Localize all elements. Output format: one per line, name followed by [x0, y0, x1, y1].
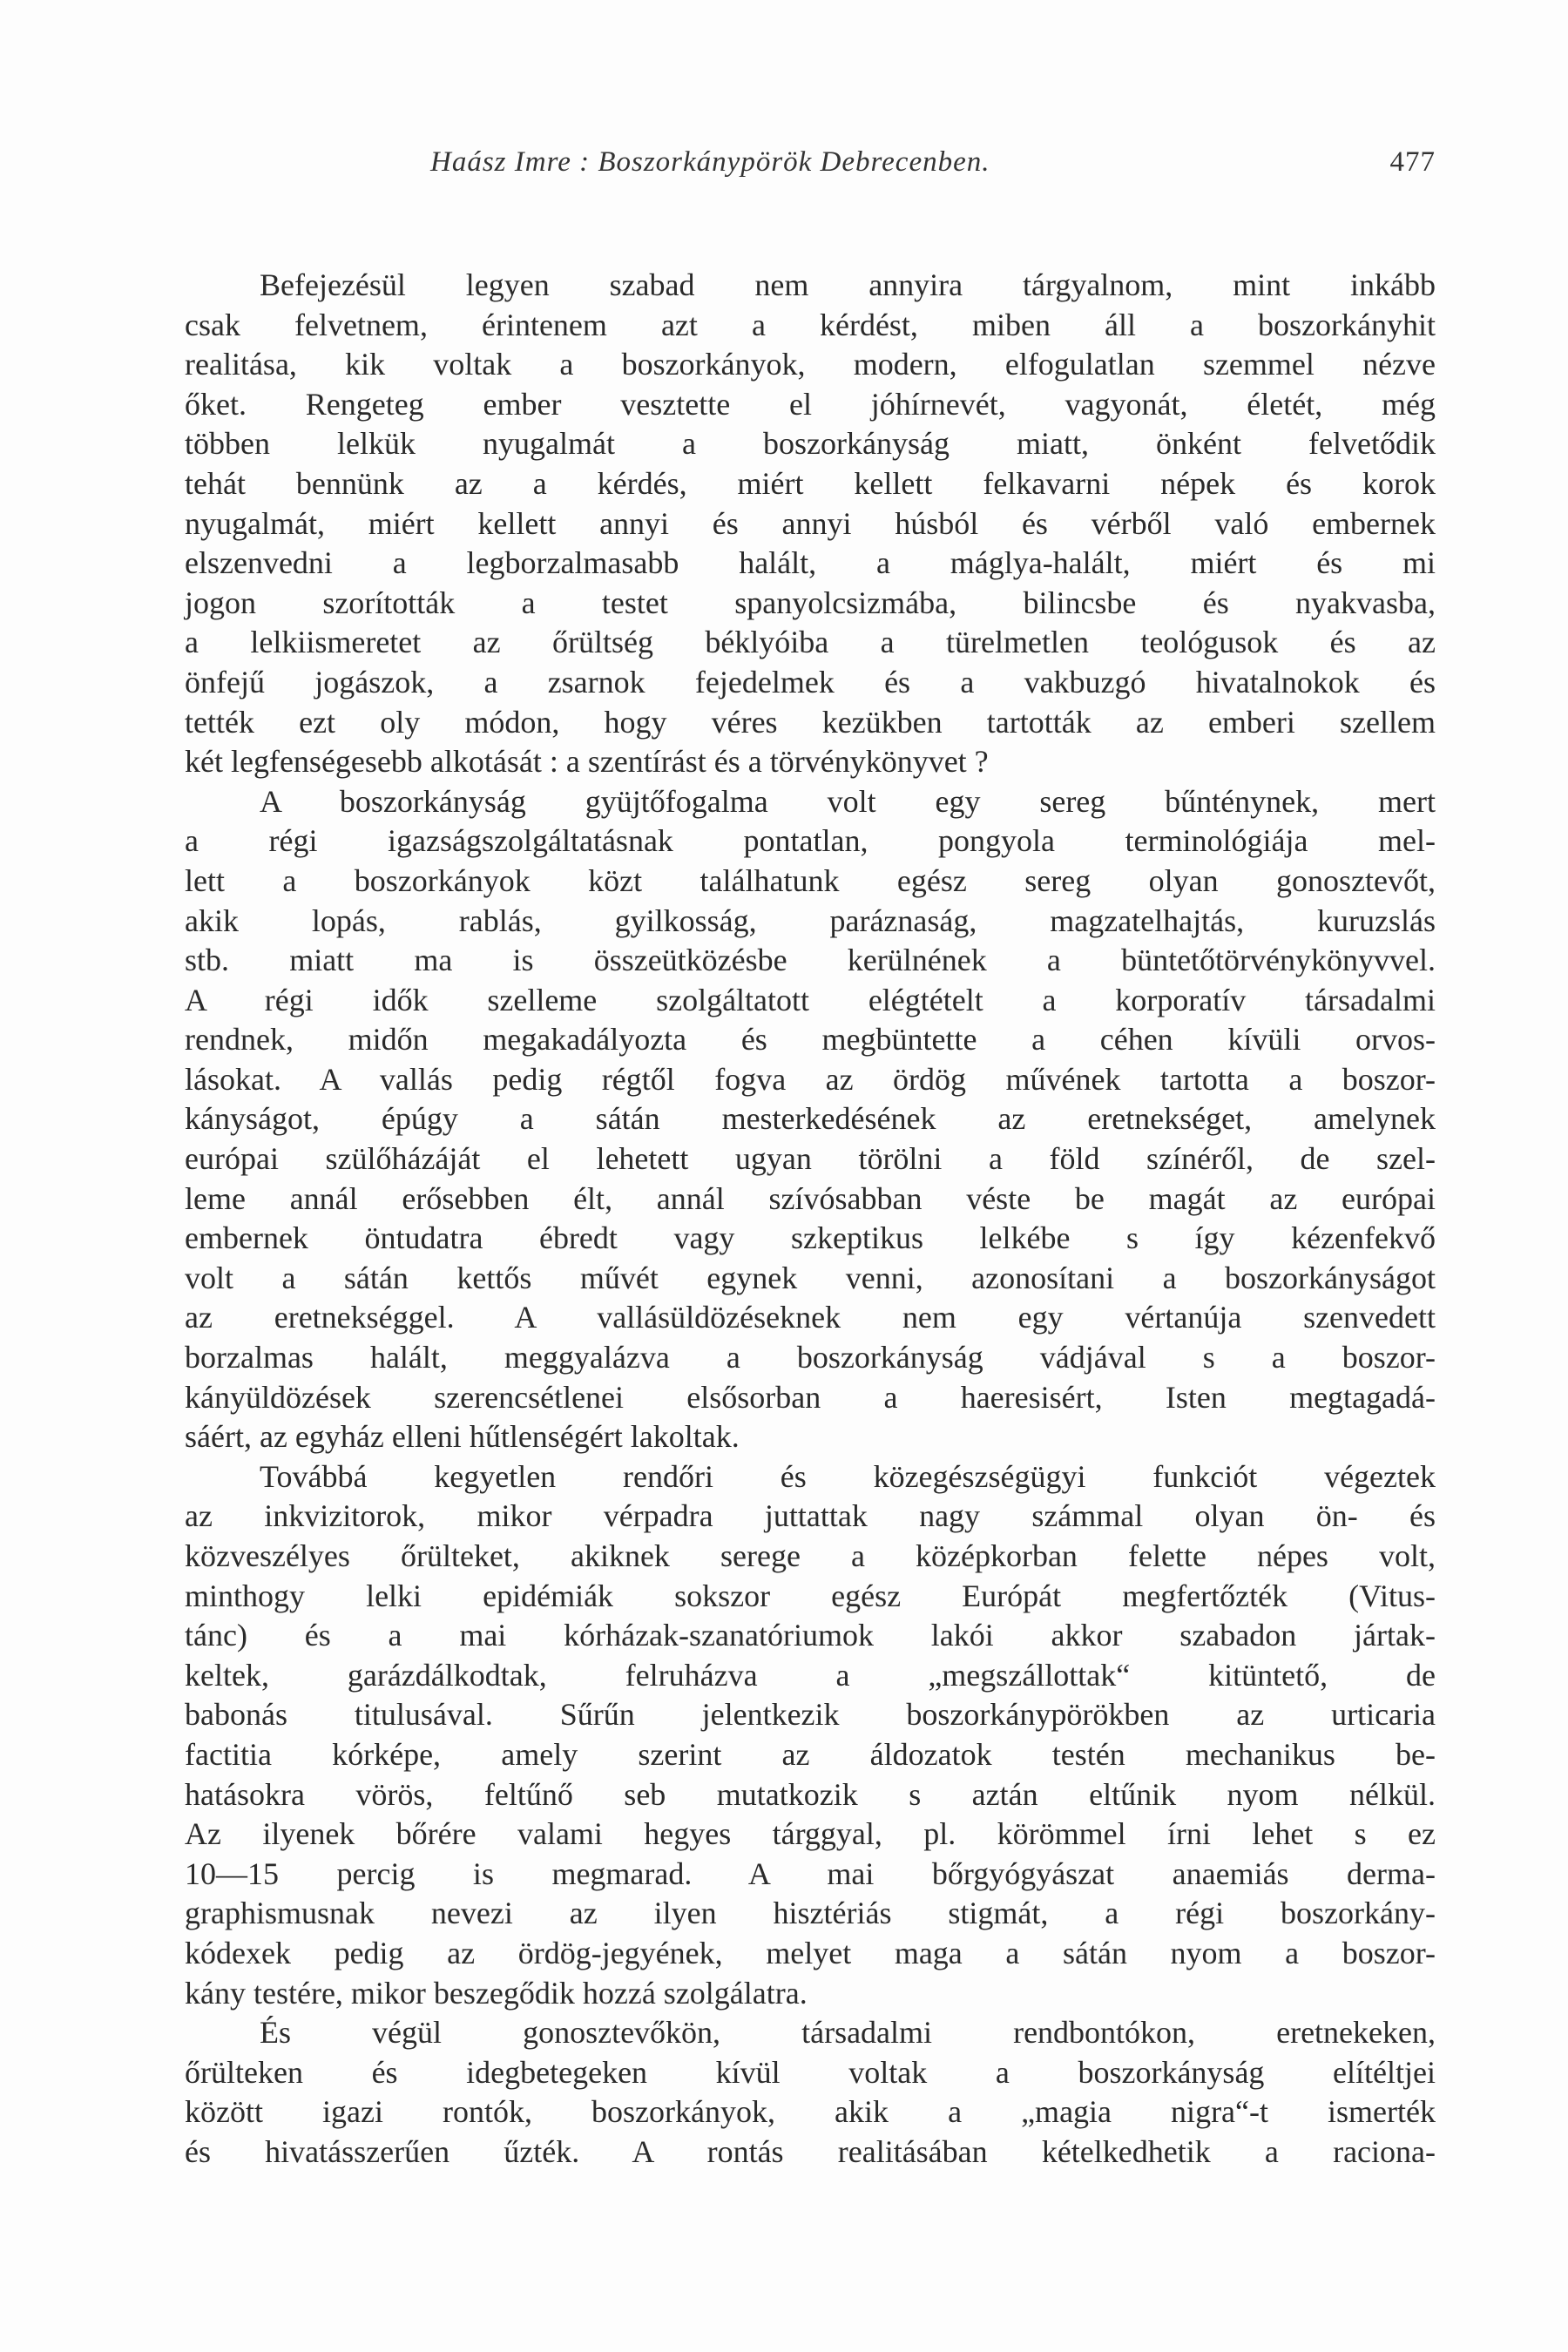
text-line: És végül gonosztevőkön, társadalmi rendbontókon, eretnekeken, — [260, 2015, 1436, 2051]
text-line: önfejű jogászok, a zsarnok fejedelmek és a vakbuzgó hivatalnokok és — [185, 664, 1436, 700]
text-line: kódexek pedig az ördög-jegyének, melyet maga a sátán nyom a boszor- — [185, 1935, 1436, 1970]
text-line: graphismusnak nevezi az ilyen hisztériás stigmát, a régi boszorkány- — [185, 1896, 1436, 1931]
text-line: őket. Rengeteg ember vesztette el jóhírnevét, vagyonát, életét, még — [185, 386, 1436, 422]
text-line: kány testére, mikor beszegődik hozzá szolgálatra. — [185, 1975, 808, 2011]
text-line: csak felvetnem, érintenem azt a kérdést, miben áll a boszorkányhit — [185, 307, 1436, 342]
text-line: Befejezésül legyen szabad nem annyira tárgyalnom, mint inkább — [260, 267, 1436, 302]
text-line: minthogy lelki epidémiák sokszor egész Európát megfertőzték (Vitus- — [185, 1578, 1436, 1613]
text-line: A boszorkányság gyüjtőfogalma volt egy sereg bűnténynek, mert — [260, 783, 1436, 819]
text-line: és hivatásszerűen űzték. A rontás realitásában kételkedhetik a raciona- — [185, 2133, 1436, 2169]
text-line: őrülteken és idegbetegeken kívül voltak a boszorkányság elítéltjei — [185, 2054, 1436, 2090]
text-line: hatásokra vörös, feltűnő seb mutatkozik s aztán eltűnik nyom nélkül. — [185, 1776, 1436, 1812]
text-line: leme annál erősebben élt, annál szívósabban véste be magát az európai — [185, 1180, 1436, 1216]
text-line: babonás titulusával. Sűrűn jelentkezik boszorkánypörökben az urticaria — [185, 1697, 1436, 1733]
text-line: a régi igazságszolgáltatásnak pontatlan, pongyola terminológiája mel- — [185, 823, 1436, 859]
text-line: kányüldözések szerencsétlenei elsősorban a haeresisért, Isten megtagadá- — [185, 1379, 1436, 1415]
text-line: között igazi rontók, boszorkányok, akik a „magia nigra“-t ismerték — [185, 2094, 1436, 2130]
text-line: A régi idők szelleme szolgáltatott elégtételt a korporatív társadalmi — [185, 982, 1436, 1017]
text-line: stb. miatt ma is összeütközésbe kerülnének a büntetőtörvénykönyvvel. — [185, 943, 1436, 978]
text-line: Az ilyenek bőrére valami hegyes tárggyal, pl. körömmel írni lehet s ez — [185, 1816, 1436, 1852]
text-line: az eretnekséggel. A vallásüldözéseknek nem egy vértanúja szenvedett — [185, 1300, 1436, 1335]
text-line: elszenvedni a legborzalmasabb halált, a máglya-halált, miért és mi — [185, 545, 1436, 581]
text-line: tehát bennünk az a kérdés, miért kellett felkavarni népek és korok — [185, 465, 1436, 501]
text-line: tették ezt oly módon, hogy véres kezükben tartották az emberi szellem — [185, 704, 1436, 740]
text-line: tánc) és a mai kórházak-szanatóriumok lakói akkor szabadon jártak- — [185, 1618, 1436, 1653]
body-text — [185, 266, 1436, 2173]
text-line: akik lopás, rablás, gyilkosság, paráznaság, magzatelhajtás, kuruzslás — [185, 902, 1436, 938]
text-line: borzalmas halált, meggyalázva a boszorkányság vádjával s a boszor- — [185, 1340, 1436, 1375]
text-line: volt a sátán kettős művét egynek venni, azonosítani a boszorkányságot — [185, 1260, 1436, 1295]
text-line: embernek öntudatra ébredt vagy szkeptikus lelkébe s így kézenfekvő — [185, 1220, 1436, 1256]
text-line: nyugalmát, miért kellett annyi és annyi húsból és vérből való embernek — [185, 505, 1436, 541]
text-line: lásokat. A vallás pedig régtől fogva az ördög művének tartotta a boszor- — [185, 1061, 1436, 1097]
running-head-title: Haász Imre : Boszorkánypörök Debrecenben. — [430, 146, 990, 178]
running-head — [185, 146, 1436, 190]
text-line: az inkvizitorok, mikor vérpadra juttattak nagy számmal olyan ön- és — [185, 1498, 1436, 1534]
text-line: két legfenségesebb alkotását : a szentírást és a törvénykönyvet ? — [185, 744, 989, 780]
text-line: realitása, kik voltak a boszorkányok, modern, elfogulatlan szemmel nézve — [185, 347, 1436, 382]
text-line: Továbbá kegyetlen rendőri és közegészségügyi funkciót végeztek — [260, 1458, 1436, 1494]
text-line: jogon szorították a testet spanyolcsizmába, bilincsbe és nyakvasba, — [185, 585, 1436, 620]
text-line: európai szülőházáját el lehetett ugyan törölni a föld színéről, de szel- — [185, 1141, 1436, 1177]
text-line: sáért, az egyház elleni hűtlenségért lakoltak. — [185, 1419, 740, 1455]
page-number: 477 — [1389, 146, 1436, 178]
text-line: rendnek, midőn megakadályozta és megbüntette a céhen kívüli orvos- — [185, 1022, 1436, 1058]
text-line: a lelkiismeretet az őrültség béklyóiba a türelmetlen teológusok és az — [185, 625, 1436, 660]
text-line: többen lelkük nyugalmát a boszorkányság miatt, önként felvetődik — [185, 426, 1436, 462]
text-line: 10—15 percig is megmarad. A mai bőrgyógyászat anaemiás derma- — [185, 1855, 1436, 1891]
text-line: factitia kórképe, amely szerint az áldozatok testén mechanikus be- — [185, 1736, 1436, 1772]
text-line: lett a boszorkányok közt találhatunk egész sereg olyan gonosztevőt, — [185, 862, 1436, 898]
text-line: közveszélyes őrülteket, akiknek serege a középkorban felette népes volt, — [185, 1538, 1436, 1573]
text-line: kányságot, épúgy a sátán mesterkedésének az eretnekséget, amelynek — [185, 1101, 1436, 1137]
text-line: keltek, garázdálkodtak, felruházva a „megszállottak“ kitüntető, de — [185, 1657, 1436, 1693]
